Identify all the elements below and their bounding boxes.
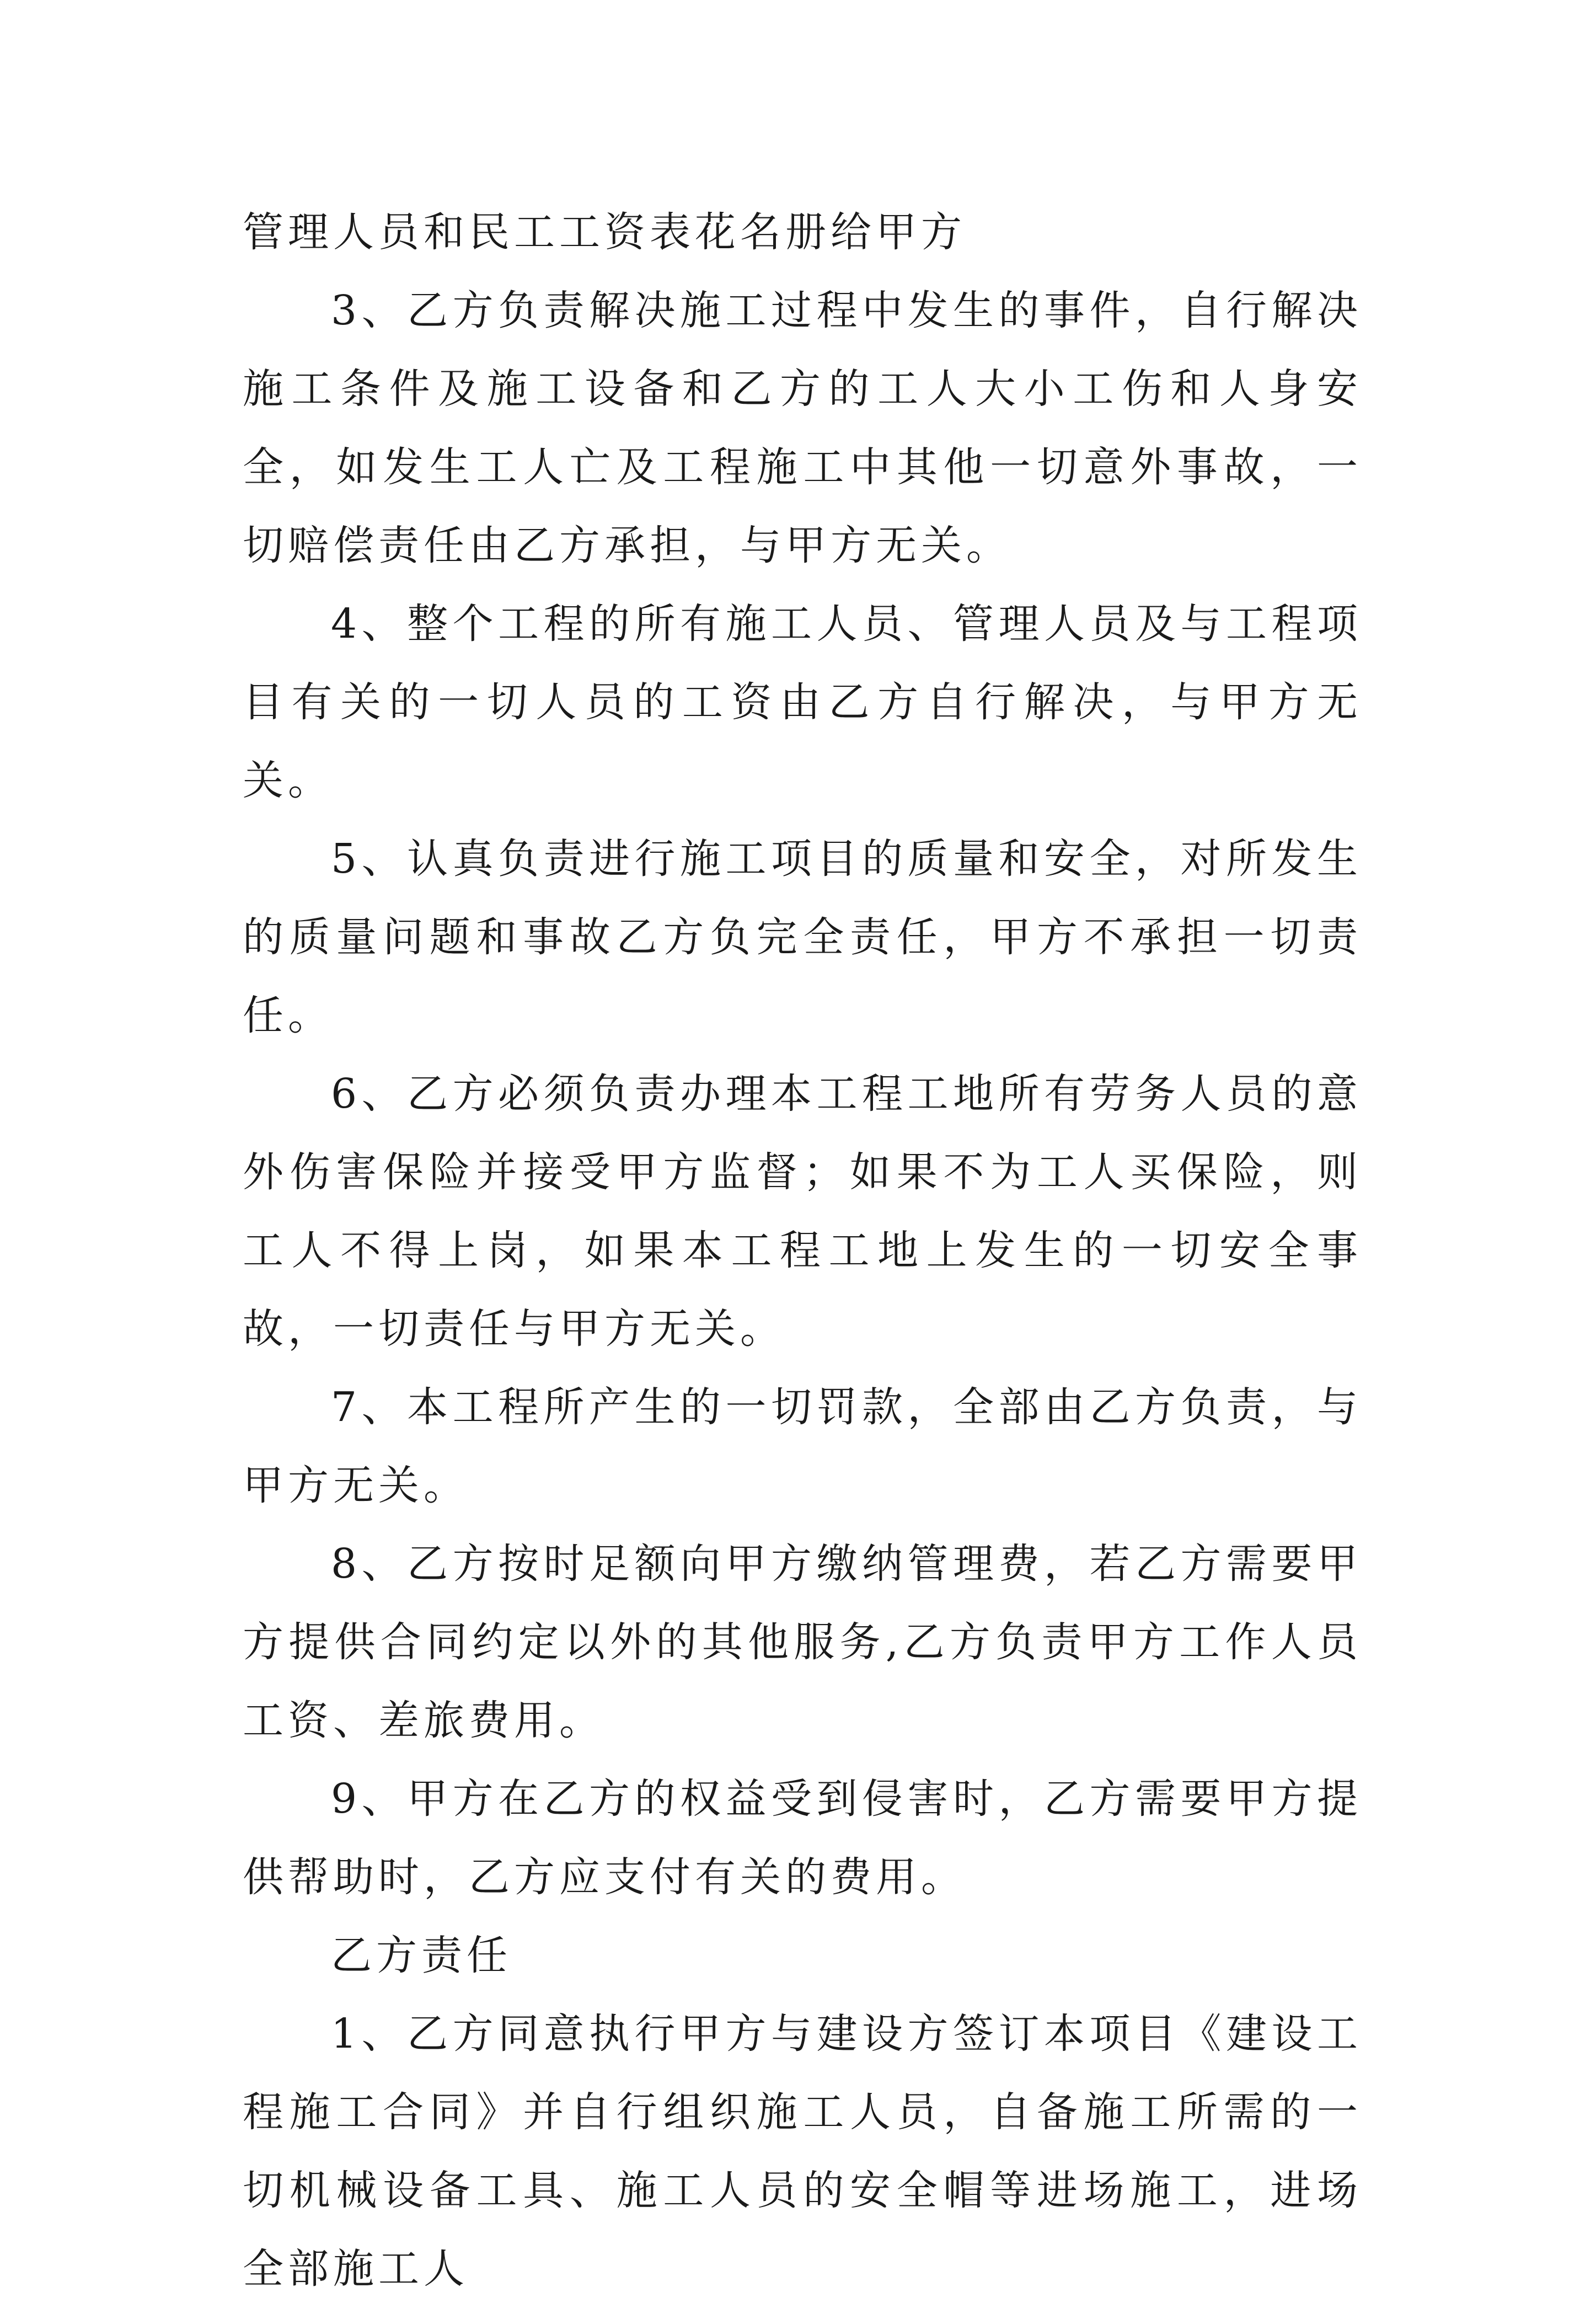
paragraph-item-3: 3、乙方负责解决施工过程中发生的事件，自行解决施工条件及施工设备和乙方的工人大小工伤和人身安全，如发生工人亡及工程施工中其他一切意外事故，一切赔偿责任由乙方承担，与甲方无关。 — [243, 287, 1362, 569]
document-body — [243, 193, 1362, 2308]
paragraph-item-6: 6、乙方必须负责办理本工程工地所有劳务人员的意外伤害保险并接受甲方监督；如果不为工人买保险，则工人不得上岗，如果本工程工地上发生的一切安全事故，一切责任与甲方无关。 — [243, 1070, 1362, 1353]
paragraph-item-4: 4、整个工程的所有施工人员、管理人员及与工程项目有关的一切人员的工资由乙方自行解决，与甲方无关。 — [243, 600, 1362, 804]
paragraph-item-7: 7、本工程所产生的一切罚款，全部由乙方负责，与甲方无关。 — [243, 1383, 1362, 1509]
paragraph-item-9: 9、甲方在乙方的权益受到侵害时，乙方需要甲方提供帮助时，乙方应支付有关的费用。 — [243, 1775, 1362, 1901]
paragraph-b-item-1: 1、乙方同意执行甲方与建设方签订本项目《建设工程施工合同》并自行组织施工人员，自备施工所需的一切机械设备工具、施工人员的安全帽等进场施工，进场全部施工人 — [243, 2010, 1362, 2293]
paragraph-continuation: 管理人员和民工工资表花名册给甲方 — [243, 209, 966, 256]
paragraph-item-5: 5、认真负责进行施工项目的质量和安全，对所发生的质量问题和事故乙方负完全责任，甲方不承担一切责任。 — [243, 835, 1362, 1039]
section-heading-party-b-responsibility: 乙方责任 — [331, 1932, 512, 1979]
paragraph-item-8: 8、乙方按时足额向甲方缴纳管理费，若乙方需要甲方提供合同约定以外的其他服务,乙方负责甲方工作人员工资、差旅费用。 — [243, 1540, 1362, 1744]
